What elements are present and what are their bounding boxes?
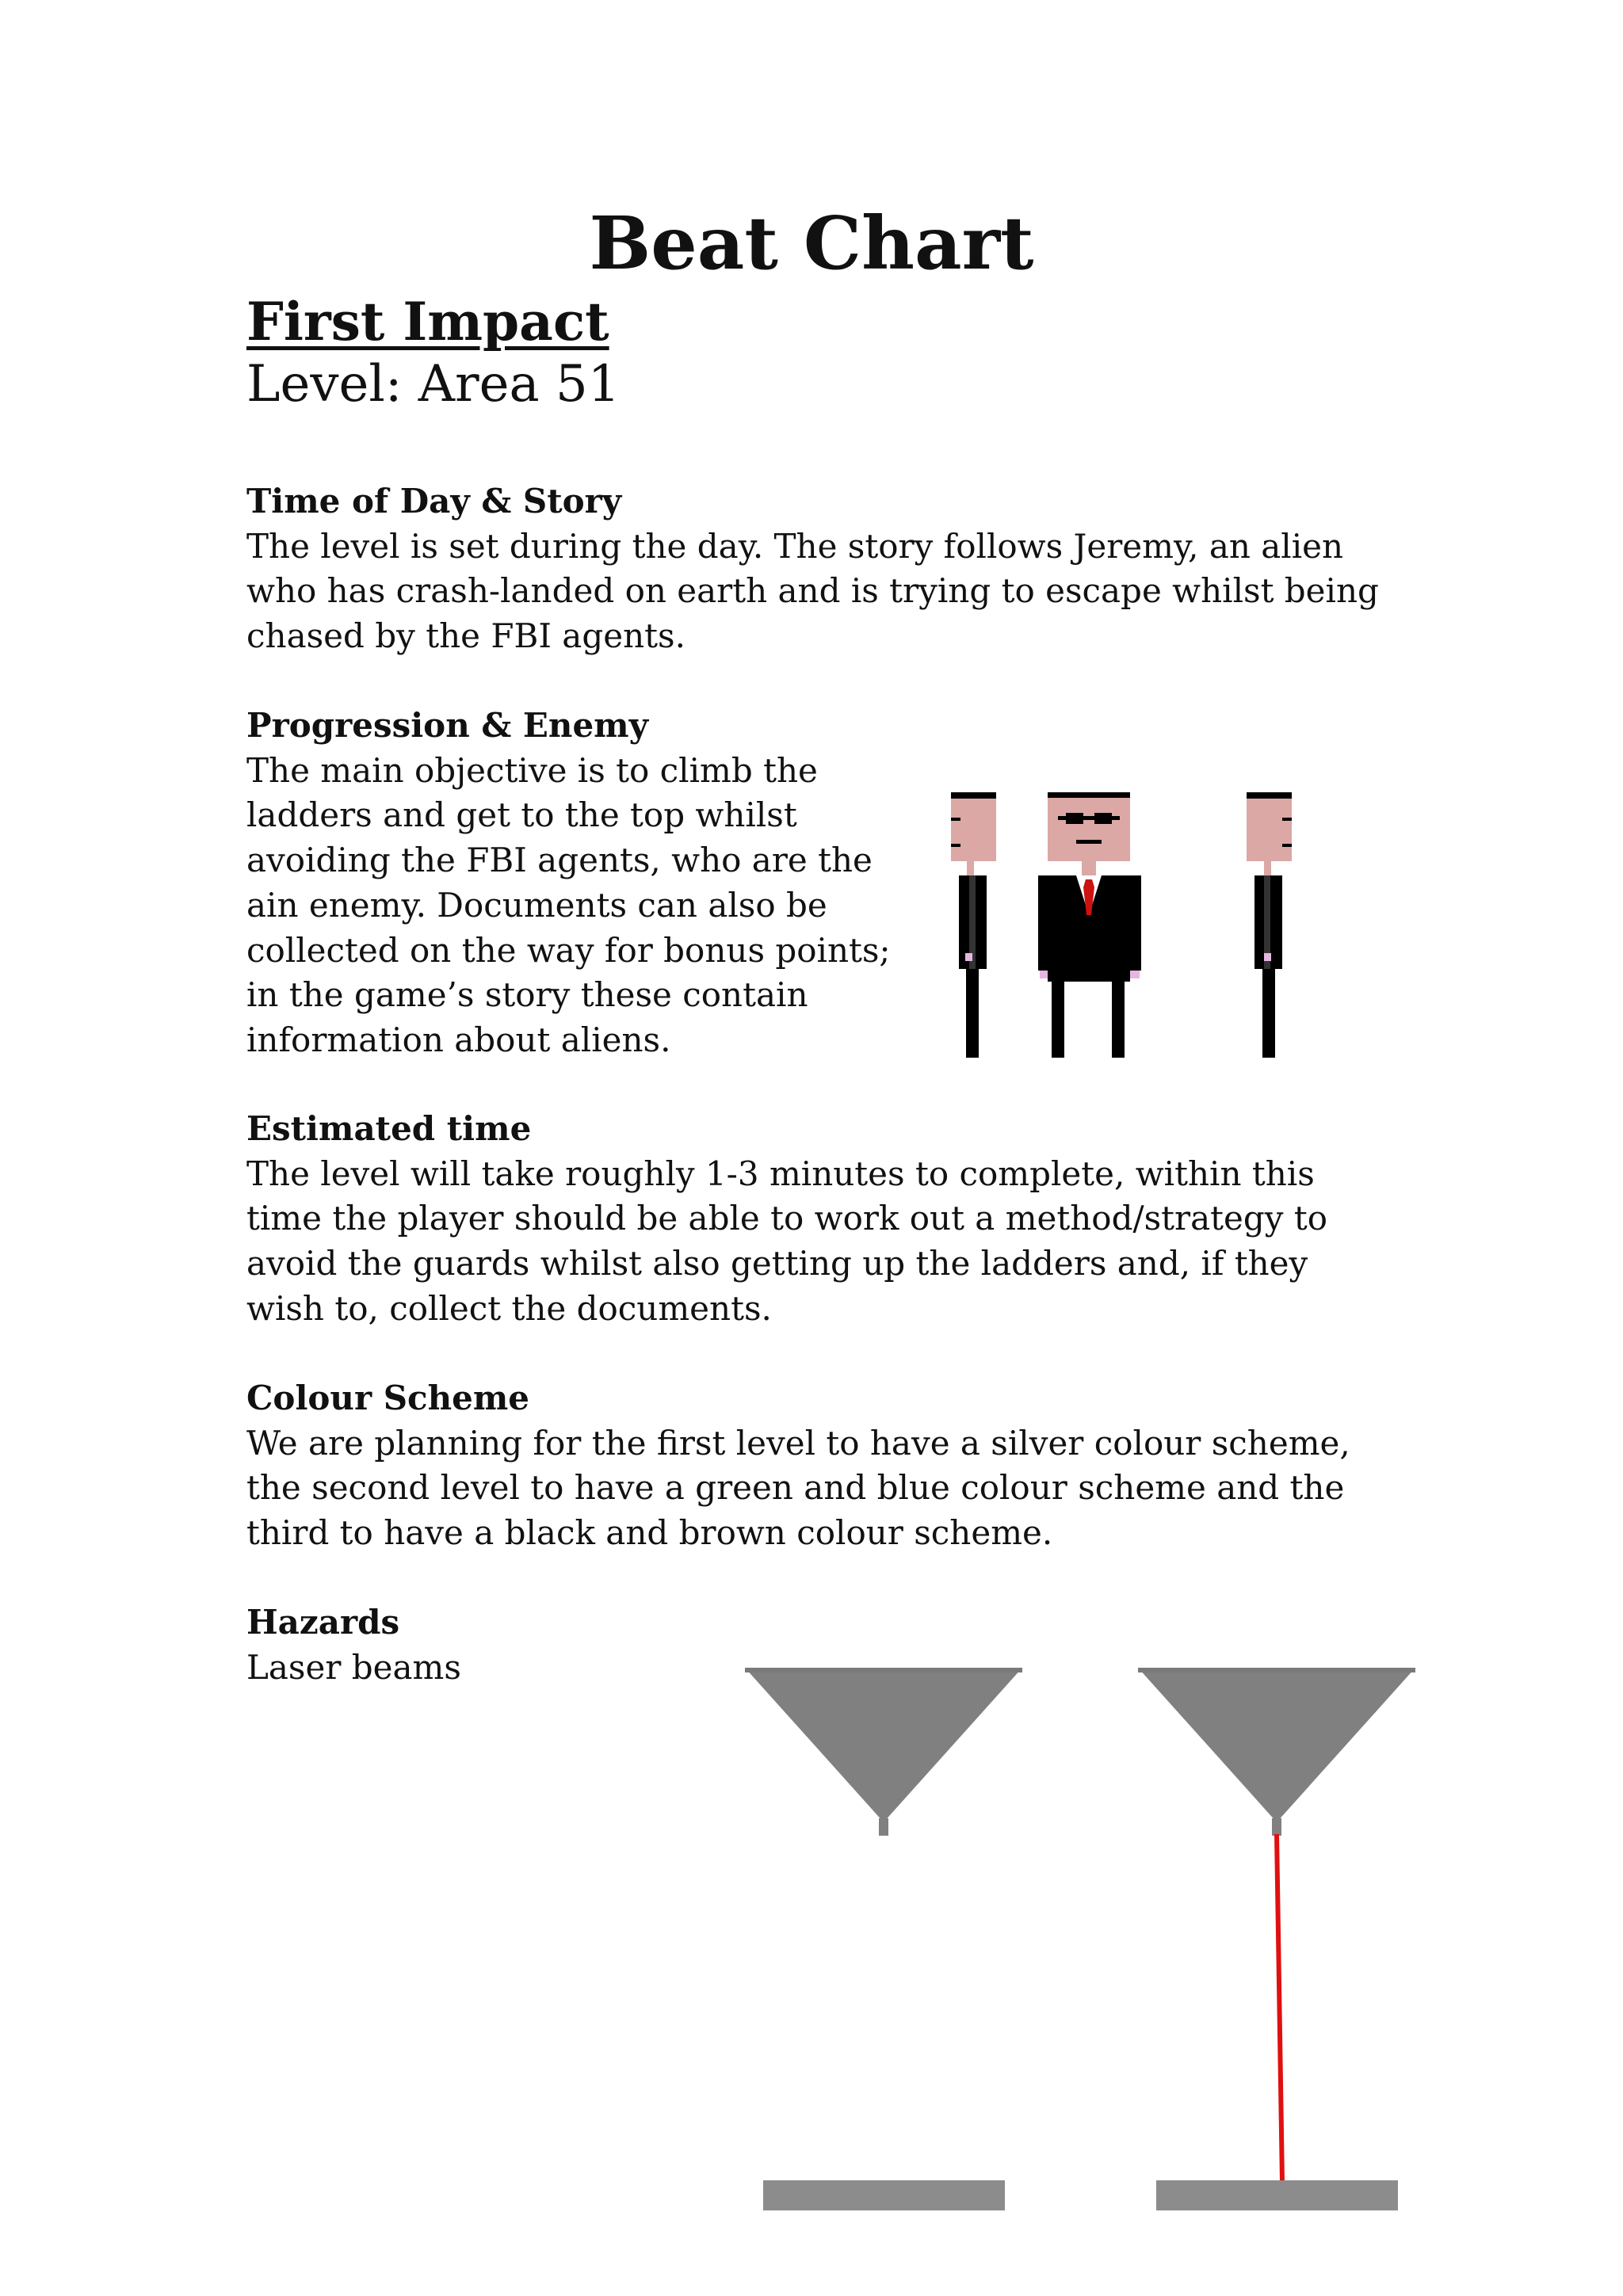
fbi-agents-illustration [931,788,1312,1062]
section-estimated-time [246,1107,1396,1332]
laser-receiver-left [763,2180,1005,2210]
section-time-of-day [246,479,1396,659]
laser-emitter-left-icon [745,1668,1022,1836]
laser-hazard-illustration [737,1656,1426,2226]
section-body: We are planning for the first level to have a silver colour scheme, the second level to have a green and blue colour scheme and the third to have a black and brown colour scheme. [246,1423,1350,1553]
section-body: Laser beams [246,1647,461,1687]
laser-emitter-right-icon [1138,1668,1415,1836]
document-title: Beat Chart [589,200,1034,286]
laser-beam [1277,1834,1282,2183]
section-colour-scheme [246,1376,1396,1556]
document-subtitle: First Impact [246,291,609,353]
section-body: The main objective is to climb the ladders and get to the top whilst avoiding the FBI agents, who are the ain enemy. Documents can also be collected on the way for bonus points; in the game’s story these contain information about aliens. [246,750,891,1059]
level-name: Level: Area 51 [246,355,621,414]
agent-center-icon [1038,792,1141,1058]
agent-left-icon [951,792,996,1058]
section-body: The level will take roughly 1-3 minutes to complete, within this time the player should be able to work out a method/strategy to avoid the guards whilst also getting up the ladders and, if they wish to, collect the documents. [246,1154,1328,1328]
laser-receiver-right [1156,2180,1398,2210]
section-body: The level is set during the day. The story follows Jeremy, an alien who has crash-landed on earth and is trying to escape whilst being chased by the FBI agents. [246,526,1379,656]
section-heading: Progression & Enemy [246,706,649,745]
section-heading: Hazards [246,1603,400,1642]
agent-right-icon [1247,792,1292,1058]
section-heading: Colour Scheme [246,1379,530,1417]
section-heading: Time of Day & Story [246,482,622,521]
section-heading: Estimated time [246,1109,532,1148]
